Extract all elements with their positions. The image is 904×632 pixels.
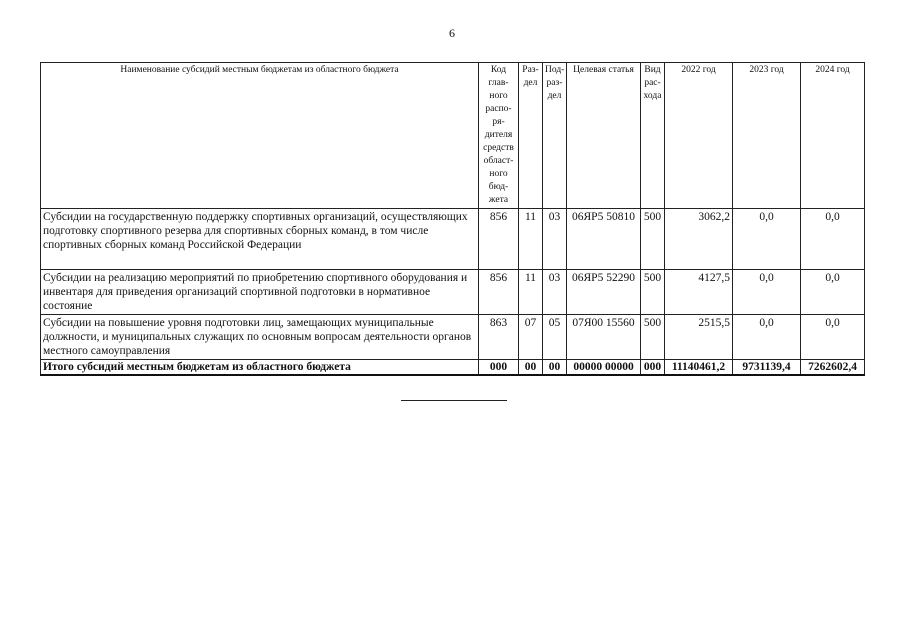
row-target: 07Я00 15560 — [567, 315, 641, 360]
total-code: 000 — [479, 360, 519, 376]
row-target: 06ЯР5 50810 — [567, 209, 641, 270]
total-2024: 7262602,4 — [801, 360, 865, 376]
total-section: 00 — [519, 360, 543, 376]
row-expense-type: 500 — [641, 209, 665, 270]
header-name: Наименование субсидий местным бюджетам из областного бюджета — [41, 63, 479, 209]
header-code: Код глав- ного распо- ря- дителя средств област- ного бюд- жета — [479, 63, 519, 209]
header-subsection: Под- раз- дел — [543, 63, 567, 209]
row-subsection: 05 — [543, 315, 567, 360]
header-expense-type: Вид рас- хода — [641, 63, 665, 209]
header-2024: 2024 год — [801, 63, 865, 209]
row-name: Субсидии на государственную поддержку спортивных организаций, осуществляющих подготовку спортивного резерва для спортивных сборных команд, в том числе спортивных сборных команд Российской Федерации — [41, 209, 479, 270]
end-divider-line — [401, 400, 507, 401]
row-code: 856 — [479, 270, 519, 315]
row-section: 11 — [519, 209, 543, 270]
row-code: 863 — [479, 315, 519, 360]
header-2023: 2023 год — [733, 63, 801, 209]
total-target: 00000 00000 — [567, 360, 641, 376]
row-2024: 0,0 — [801, 270, 865, 315]
row-2023: 0,0 — [733, 209, 801, 270]
header-section: Раз- дел — [519, 63, 543, 209]
row-code: 856 — [479, 209, 519, 270]
total-2022: 11140461,2 — [665, 360, 733, 376]
row-name: Субсидии на реализацию мероприятий по приобретению спортивного оборудования и инвентаря для приведения организаций спортивной подготовки в нормативное состояние — [41, 270, 479, 315]
row-2022: 4127,5 — [665, 270, 733, 315]
table-row — [41, 270, 865, 315]
row-subsection: 03 — [543, 209, 567, 270]
row-2022: 3062,2 — [665, 209, 733, 270]
subsidies-table — [40, 62, 865, 376]
row-2023: 0,0 — [733, 270, 801, 315]
row-subsection: 03 — [543, 270, 567, 315]
table-total-row — [41, 360, 865, 376]
row-name: Субсидии на повышение уровня подготовки лиц, замещающих муниципальные должности, и муниципальных служащих по основным вопросам деятельности органов местного самоуправления — [41, 315, 479, 360]
row-expense-type: 500 — [641, 315, 665, 360]
row-2024: 0,0 — [801, 209, 865, 270]
row-section: 11 — [519, 270, 543, 315]
total-expense-type: 000 — [641, 360, 665, 376]
row-section: 07 — [519, 315, 543, 360]
row-target: 06ЯР5 52290 — [567, 270, 641, 315]
page-number: 6 — [449, 26, 455, 40]
total-2023: 9731139,4 — [733, 360, 801, 376]
table-row — [41, 209, 865, 270]
table-header-row — [41, 63, 865, 209]
row-2024: 0,0 — [801, 315, 865, 360]
row-2023: 0,0 — [733, 315, 801, 360]
row-expense-type: 500 — [641, 270, 665, 315]
row-2022: 2515,5 — [665, 315, 733, 360]
total-name: Итого субсидий местным бюджетам из областного бюджета — [41, 360, 479, 376]
header-2022: 2022 год — [665, 63, 733, 209]
header-target: Целевая статья — [567, 63, 641, 209]
total-subsection: 00 — [543, 360, 567, 376]
table-row — [41, 315, 865, 360]
